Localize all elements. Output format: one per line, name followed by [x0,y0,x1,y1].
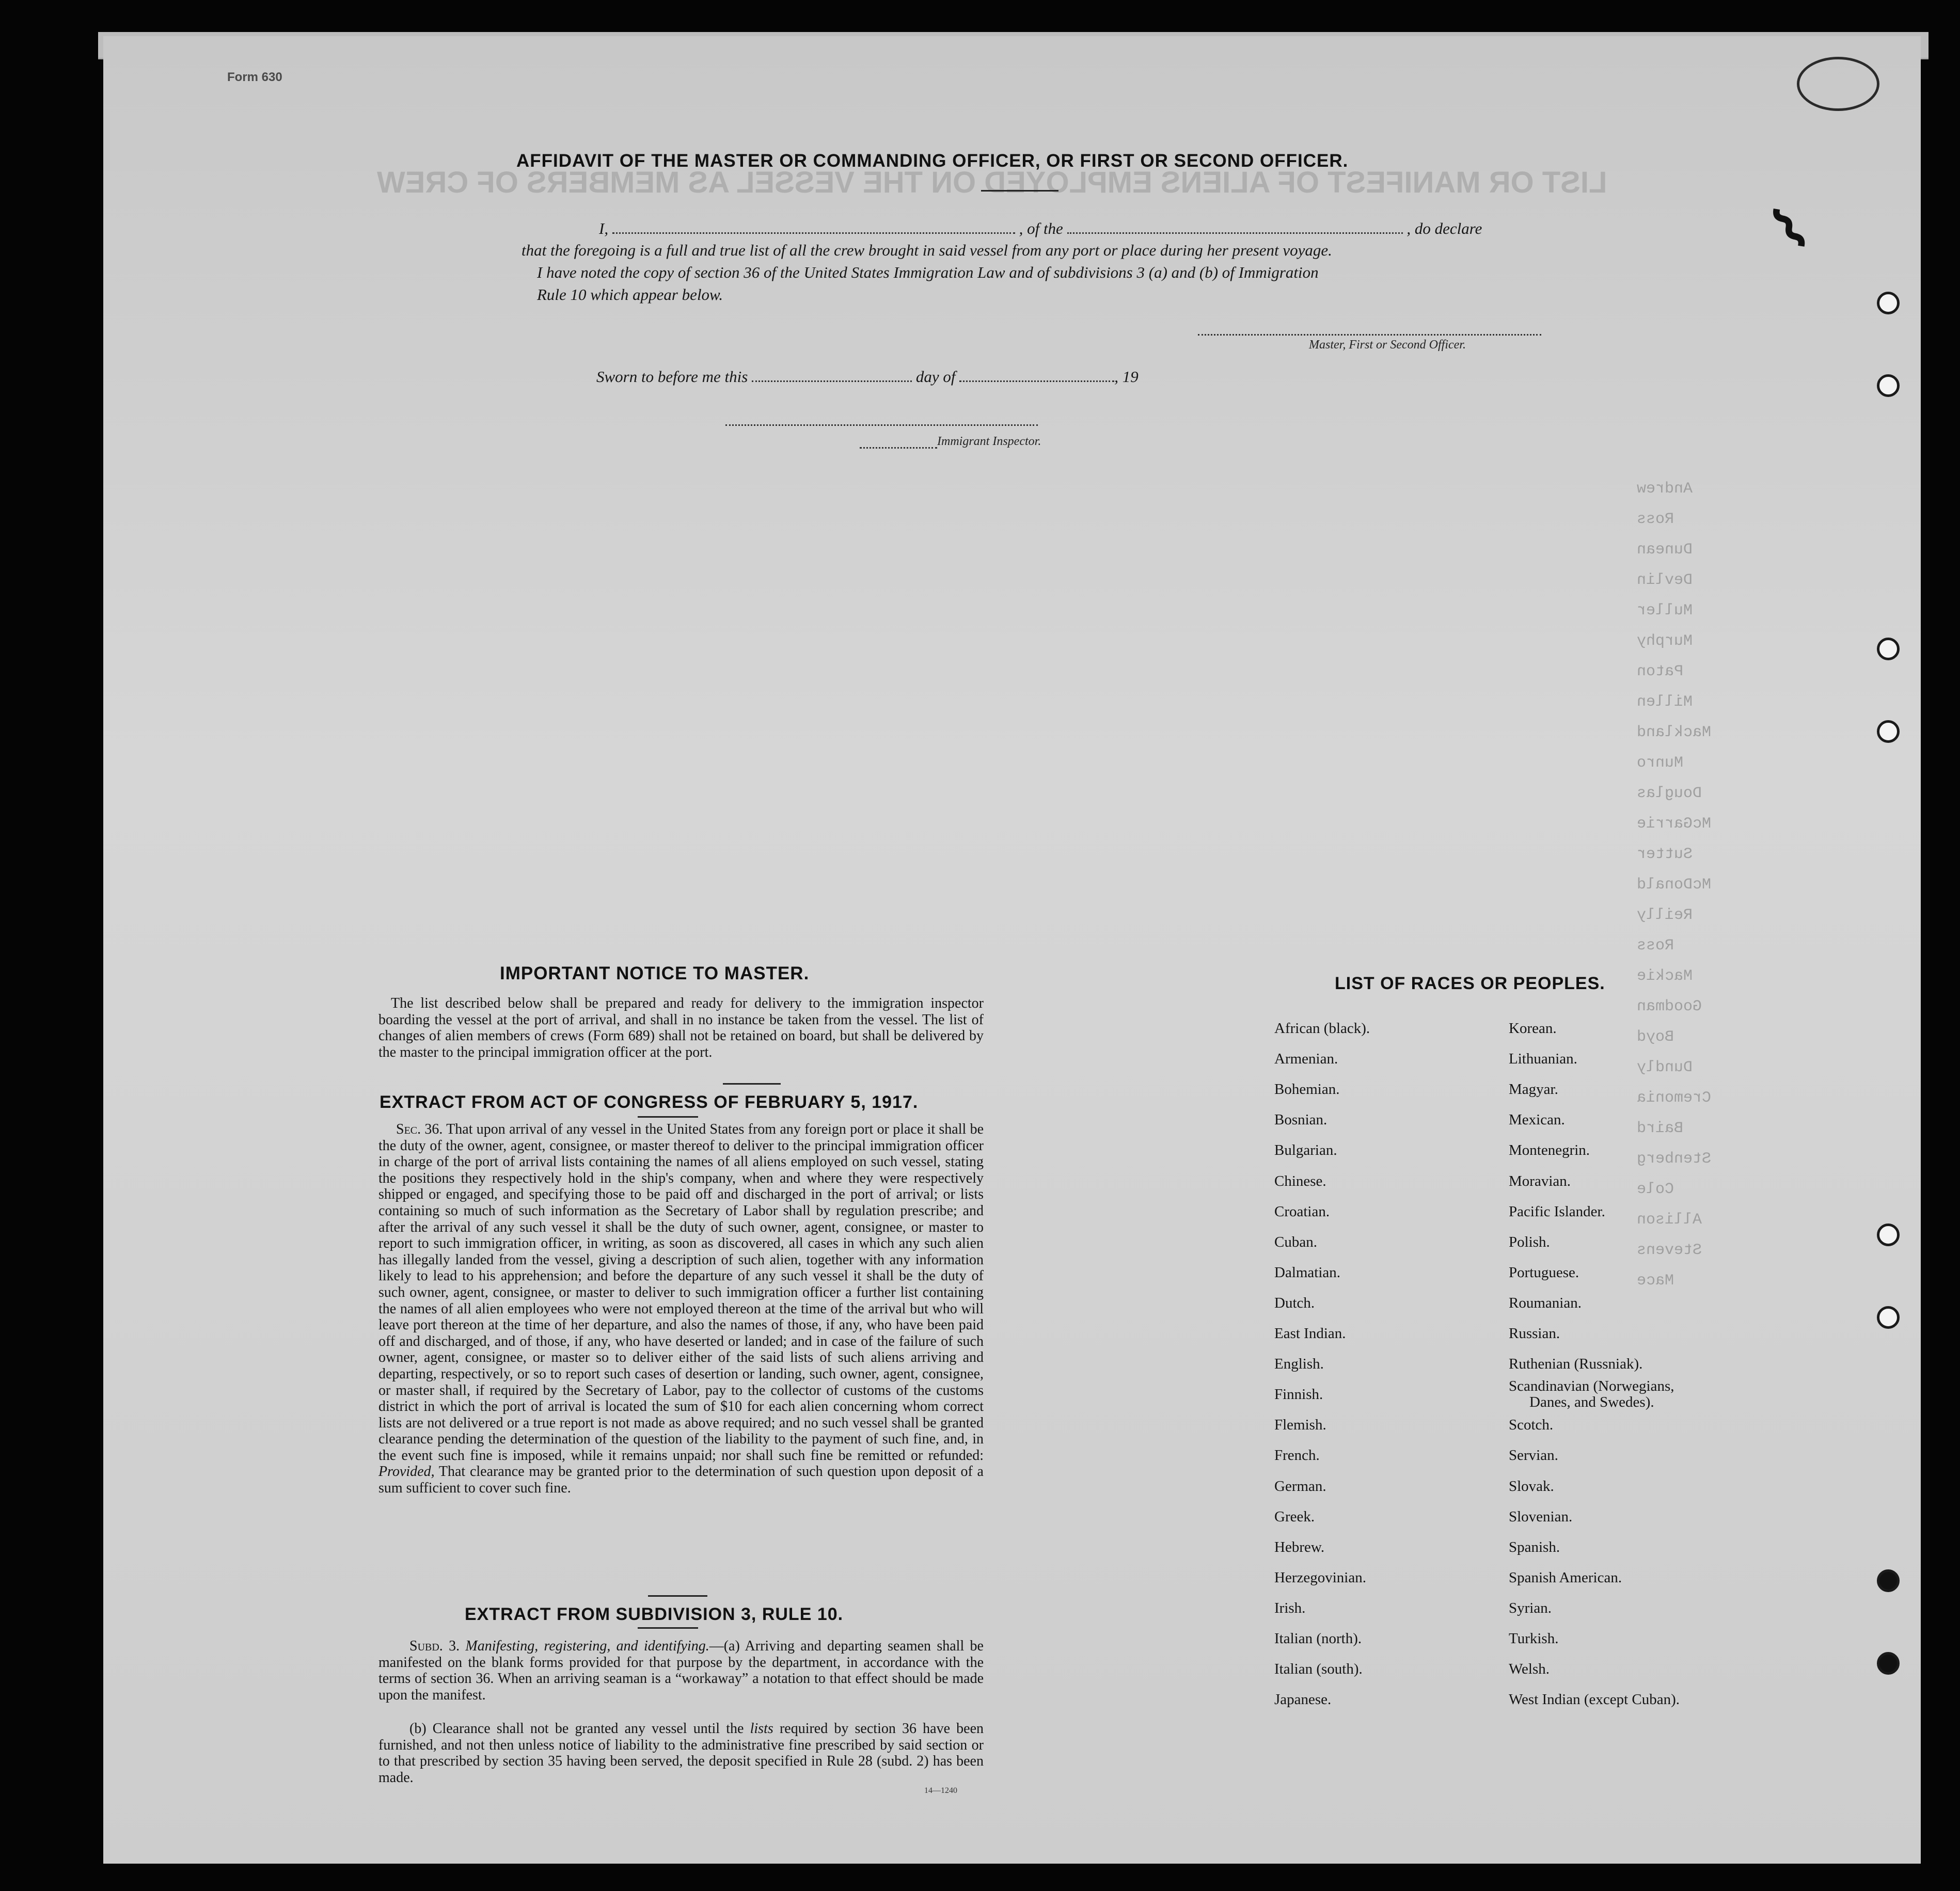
ghost-crew-name: Boyd [1637,1028,1674,1046]
binder-hole [1877,1306,1900,1329]
sworn-day-field[interactable] [752,369,912,382]
ghost-crew-name: Millen [1637,693,1693,711]
race-item: Magyar. [1509,1081,1558,1098]
ghost-crew-name: McGarrie [1637,815,1712,833]
rule-subd-heading: Manifesting, registering, and identifying. [465,1638,709,1654]
binder-hole [1877,292,1900,314]
notice-title: IMPORTANT NOTICE TO MASTER. [500,963,810,983]
act-end-rule [648,1595,707,1597]
binder-hole [1877,638,1900,660]
form-code: 14—1240 [924,1786,957,1795]
declarant-prefix: I, [599,219,609,237]
ghost-crew-name: Devlin [1637,571,1693,589]
sworn-dayof: day of [915,368,956,386]
ghost-crew-name: Douglas [1637,785,1702,802]
vessel-prefix: , of the [1019,219,1063,237]
race-item: German. [1274,1477,1326,1495]
race-item: Italian (south). [1274,1661,1363,1678]
races-title: LIST OF RACES OR PEOPLES. [1335,974,1605,993]
rule-para-a-text: —(a) Arriving and departing seamen shall be manifested on the blank forms provided for that purpose by the department, in accordance with the terms of section 36. When an arriving seaman is a “workaway” a notation to that effect should be made upon the manifest. [378,1638,984,1703]
handwritten-mark: ⌇ [1760,195,1820,264]
declarant-name-field[interactable] [612,221,1015,234]
ghost-crew-name: Cole [1637,1181,1674,1198]
affidavit-title: AFFIDAVIT OF THE MASTER OR COMMANDING OFFICER, OR FIRST OR SECOND OFFICER. [516,151,1349,171]
ghost-crew-name: Andrew [1637,480,1693,498]
inspector-signature-field[interactable] [725,424,1038,426]
race-item: Finnish. [1274,1386,1323,1403]
race-item: Bohemian. [1274,1081,1340,1098]
form-number: Form 630 [227,70,282,84]
rule-para-a [378,1638,984,1703]
race-item: Japanese. [1274,1691,1332,1708]
race-item: African (black). [1274,1020,1370,1037]
race-item: Korean. [1509,1020,1557,1037]
race-item: Croatian. [1274,1203,1330,1220]
race-item: Moravian. [1509,1172,1571,1189]
race-item: Dutch. [1274,1294,1315,1311]
race-item: Turkish. [1509,1630,1559,1647]
race-item: Dalmatian. [1274,1264,1341,1281]
rule-para-b-lists: lists [750,1721,773,1737]
race-item: Portuguese. [1509,1264,1579,1281]
ghost-crew-name: Sutter [1637,846,1693,863]
race-item: Spanish American. [1509,1569,1622,1586]
race-item: Herzegovinian. [1274,1569,1366,1586]
affidavit-line-3: I have noted the copy of section 36 of the United States Immigration Law and of subdivisions 3 (a) and (b) of Immigration [537,263,1319,281]
race-item: Pacific Islander. [1509,1203,1605,1220]
ghost-crew-name: Dundly [1637,1059,1693,1076]
circular-stamp [1797,57,1879,111]
race-item: Armenian. [1274,1051,1338,1068]
inspector-caption: Immigrant Inspector. [937,435,1041,448]
sworn-month-field[interactable] [959,369,1114,382]
race-item: Slovak. [1509,1477,1554,1495]
race-item: Servian. [1509,1447,1558,1464]
rule-para-b-end: required by section 36 have been furnished, and not then unless notice of liability to the administrative fine prescribed by said section or to that prescribed by section 35 having been served, the deposit specified in Rule 28 (subd. 2) has been made. [378,1721,984,1786]
ghost-crew-name: McDonald [1637,876,1712,894]
affidavit-rule [981,190,1058,192]
master-signature-field[interactable] [1198,334,1541,336]
inspector-caption-leader [860,447,937,449]
race-item: Greek. [1274,1508,1315,1525]
ghost-crew-name: Paton [1637,663,1684,680]
race-item: Roumanian. [1509,1294,1582,1311]
ghost-header: LIST OR MANIFEST OF ALIENS EMPLOYED ON THE VESSEL AS MEMBERS OF CREW [377,166,1607,199]
race-item: Ruthenian (Russniak). [1509,1356,1643,1373]
sworn-year-prefix: , 19 [1114,368,1139,386]
race-item: Lithuanian. [1509,1051,1577,1068]
ghost-crew-name: Ross [1637,511,1674,528]
race-item: Bosnian. [1274,1111,1327,1129]
race-item: Scotch. [1509,1417,1554,1434]
act-title: EXTRACT FROM ACT OF CONGRESS OF FEBRUARY 5, 1917. [380,1092,919,1112]
binder-hole [1877,720,1900,743]
rule-title: EXTRACT FROM SUBDIVISION 3, RULE 10. [465,1604,844,1624]
act-section-label: Sec. 36. [396,1121,443,1137]
race-item: West Indian (except Cuban). [1509,1691,1680,1708]
ghost-crew-name: Baird [1637,1120,1684,1137]
binder-hole [1877,1569,1900,1592]
rule-para-b [378,1721,984,1786]
race-item: Irish. [1274,1599,1306,1616]
race-item: Hebrew. [1274,1538,1325,1555]
rule-para-b-start: (b) Clearance shall not be granted any vessel until the [409,1721,744,1737]
ghost-crew-name: Murphy [1637,632,1693,650]
race-item: Welsh. [1509,1661,1550,1678]
ghost-crew-name: Mackie [1637,967,1693,985]
race-item: Syrian. [1509,1599,1552,1616]
notice-body: The list described below shall be prepared and ready for delivery to the immigration inspector boarding the vessel at the port of arrival, and shall in no instance be taken from the vessel. The list of changes of alien members of crews (Form 689) shall not be retained on board, but shall be delivered by the master to the principal immigration officer at the port. [378,995,984,1060]
race-item: Russian. [1509,1325,1560,1342]
affidavit-line-4: Rule 10 which appear below. [537,285,723,304]
sworn-line [596,368,1139,386]
race-item: French. [1274,1447,1320,1464]
race-item: Cuban. [1274,1233,1317,1250]
race-item: Polish. [1509,1233,1550,1250]
ghost-crew-name: Mace [1637,1272,1674,1290]
race-item: East Indian. [1274,1325,1346,1342]
rule-rule [638,1627,698,1629]
race-item: Bulgarian. [1274,1142,1337,1159]
ghost-crew-name: Mackland [1637,724,1712,741]
race-item: Slovenian. [1509,1508,1573,1525]
binder-hole [1877,1652,1900,1675]
act-body [378,1121,984,1497]
race-item-continuation: Danes, and Swedes). [1529,1394,1654,1411]
binder-hole [1877,1223,1900,1246]
notice-rule [723,1083,781,1085]
race-item: Scandinavian (Norwegians, [1509,1378,1674,1395]
ghost-crew-name: Stenberg [1637,1150,1712,1168]
affidavit-declaration-line [599,219,1482,238]
vessel-name-field[interactable] [1067,221,1403,234]
act-section-text: That upon arrival of any vessel in the United States from any foreign port or place it shall be the duty of the owner, agent, consignee, or master thereof to deliver to the principal immigration officer in charge of the port of arrival lists containing the names of all aliens employed on such vessel, stating the positions they respectively hold in the ship's company, when and where they were respectively shipped or engaged, and specifying those to be paid off and discharged in the port of arrival; or lists containing so much of such information as the Secretary of Labor shall by regulation prescribe; and after the arrival of any such vessel it shall be the duty of such owner, agent, consignee, or master to report to such immigration officer, in writing, as soon as discovered, all cases in which any such alien has illegally landed from the vessel, giving a description of such alien, together with any information likely to lead to his apprehension; and before the departure of any such vessel it shall be the duty of such owner, agent, consignee, or master to deliver to such immigration officer a further list containing the names of all alien employees who were not employed thereon at the time of the arrival but who will leave port thereon at the time of her departure, and also the names of those, if any, who have been paid off and discharged, and of those, if any, who have deserted or landed; and in case of the failure of such owner, agent, consignee, or master so to deliver either of the said lists of such aliens arriving and departing, respectively, or so to report such cases of desertion or landing, such owner, agent, consignee, or master shall, if required by the Secretary of Labor, pay to the collector of customs of the customs district in which the port of arrival is located the sum of $10 for each alien concerning whom correct lists are not delivered or a true report is not made as above required; and no such vessel shall be granted clearance pending the determination of the question of the liability to the payment of such fine, and, in the event such fine is imposed, while it remains unpaid; nor shall such fine be remitted or refunded: [378,1121,984,1464]
race-item: Mexican. [1509,1111,1565,1129]
race-item: Chinese. [1274,1172,1326,1189]
ghost-crew-name: Munro [1637,754,1684,772]
race-item: English. [1274,1356,1324,1373]
act-proviso-label: Provided, [378,1464,435,1480]
ghost-crew-name: Allison [1637,1211,1702,1229]
race-item: Spanish. [1509,1538,1560,1555]
ghost-crew-name: Muller [1637,602,1693,619]
binder-hole [1877,374,1900,397]
race-item: Flemish. [1274,1417,1326,1434]
rule-subd-label: Subd. 3. [409,1638,460,1654]
ghost-crew-name: Reilly [1637,907,1693,924]
act-rule [638,1116,698,1118]
master-signature-caption: Master, First or Second Officer. [1309,338,1466,352]
ghost-crew-name: Stevens [1637,1242,1702,1259]
sworn-prefix: Sworn to before me this [596,368,748,386]
race-item: Montenegrin. [1509,1142,1590,1159]
ghost-crew-name: Ross [1637,937,1674,955]
act-proviso-text: That clearance may be granted prior to the determination of such question upon deposit of a sum sufficient to cover such fine. [378,1464,984,1497]
ghost-crew-name: Goodman [1637,998,1702,1015]
ghost-crew-name: Dunean [1637,541,1693,559]
affidavit-line-2: that the foregoing is a full and true list of all the crew brought in said vessel from any port or place during her present voyage. [521,241,1332,259]
race-item: Italian (north). [1274,1630,1362,1647]
declare-suffix: , do declare [1406,219,1482,237]
ghost-crew-name: Cremonia [1637,1089,1712,1107]
